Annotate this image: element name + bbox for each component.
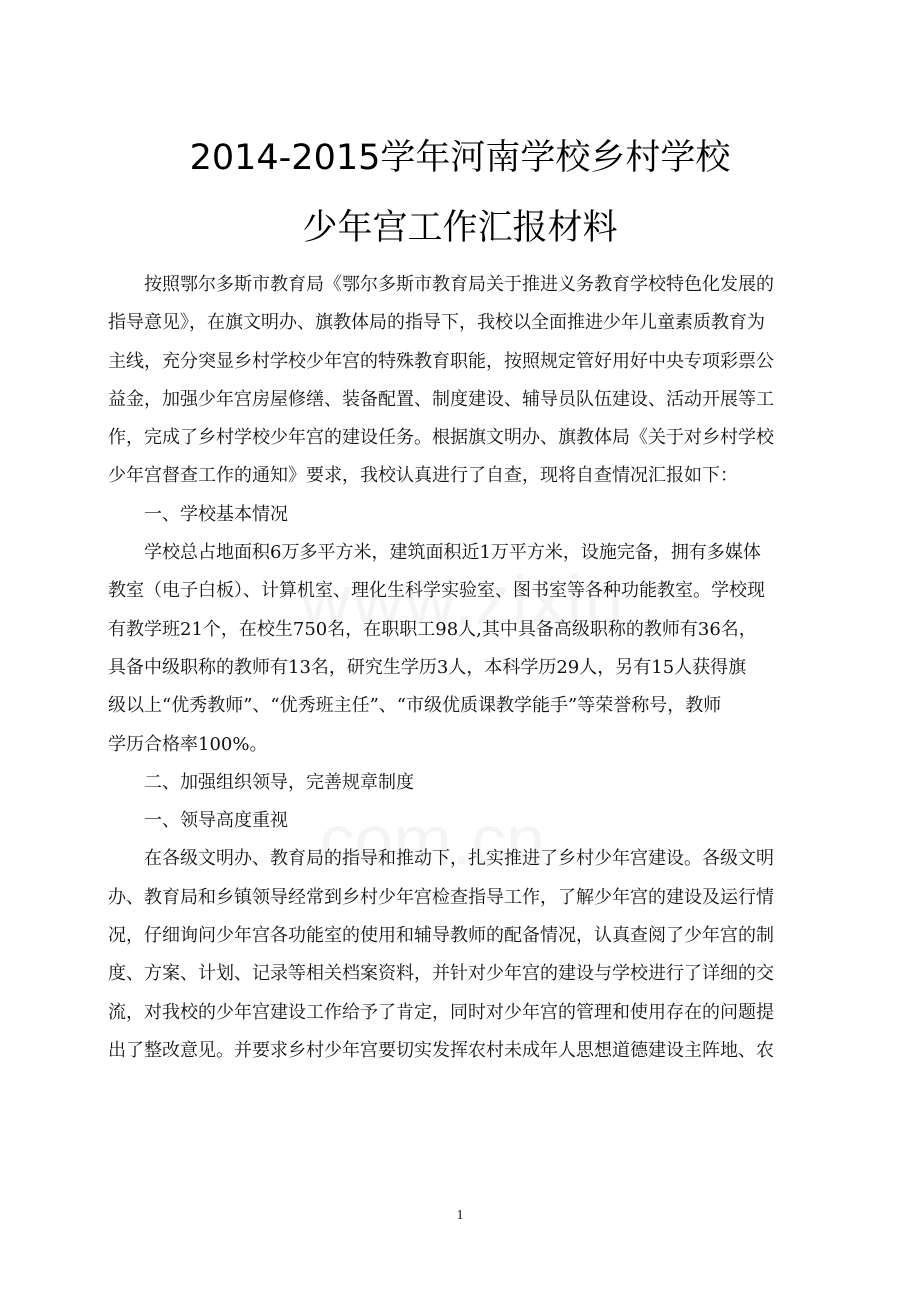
document-title-line-1: 2014-2015学年河南学校乡村学校 <box>189 138 731 178</box>
body-line: 度、方案、计划、记录等相关档案资料，并针对少年宫的建设与学校进行了详细的交 <box>108 963 774 985</box>
body-line: 办、教育局和乡镇领导经常到乡村少年宫检查指导工作，了解少年宫的建设及运行情 <box>108 886 774 908</box>
document-title-line-2: 少年宫工作汇报材料 <box>302 208 618 248</box>
body-line: 按照鄂尔多斯市教育局《鄂尔多斯市教育局关于推进义务教育学校特色化发展的 <box>108 274 774 295</box>
document-body <box>108 266 818 1070</box>
subsection-heading: 一、领导高度重视 <box>108 810 288 832</box>
body-line: 况，仔细询问少年宫各功能室的使用和辅导教师的配备情况，认真查阅了少年宫的制 <box>108 925 774 947</box>
page-number: 1 <box>456 1208 464 1223</box>
body-line: 学历合格率100%。 <box>108 733 268 755</box>
body-line: 益金，加强少年宫房屋修缮、装备配置、制度建设、辅导员队伍建设、活动开展等工 <box>108 388 774 410</box>
body-line: 具备中级职称的教师有13名，研究生学历3人，本科学历29人，另有15人获得旗 <box>108 656 747 678</box>
body-line: 有教学班21个，在校生750名，在职职工98人,其中具备高级职称的教师有36名， <box>108 618 757 640</box>
body-line: 流，对我校的少年宫建设工作给予了肯定，同时对少年宫的管理和使用存在的问题提 <box>108 1001 774 1023</box>
body-line: 主线，充分突显乡村学校少年宫的特殊教育职能，按照规定管好用好中央专项彩票公 <box>108 350 774 372</box>
body-line: 级以上“优秀教师”、“优秀班主任”、“市级优质课教学能手”等荣誉称号，教师 <box>108 695 722 717</box>
body-line: 少年宫督查工作的通知》要求，我校认真进行了自查，现将自查情况汇报如下： <box>108 465 738 487</box>
body-line: 学校总占地面积6万多平方米，建筑面积近1万平方米，设施完备，拥有多媒体 <box>108 542 761 564</box>
body-line: 作，完成了乡村学校少年宫的建设任务。根据旗文明办、旗教体局《关于对乡村学校 <box>108 427 774 449</box>
section-heading: 一、学校基本情况 <box>108 503 288 525</box>
body-line: 出了整改意见。并要求乡村少年宫要切实发挥农村未成年人思想道德建设主阵地、农 <box>108 1039 774 1061</box>
body-line: 教室（电子白板）、计算机室、理化生科学实验室、图书室等各种功能教室。学校现 <box>108 580 765 602</box>
body-line: 在各级文明办、教育局的指导和推动下，扎实推进了乡村少年宫建设。各级文明 <box>108 848 774 870</box>
body-line: 指导意见》，在旗文明办、旗教体局的指导下，我校以全面推进少年儿童素质教育为 <box>108 312 765 334</box>
section-heading: 二、加强组织领导，完善规章制度 <box>108 771 414 793</box>
